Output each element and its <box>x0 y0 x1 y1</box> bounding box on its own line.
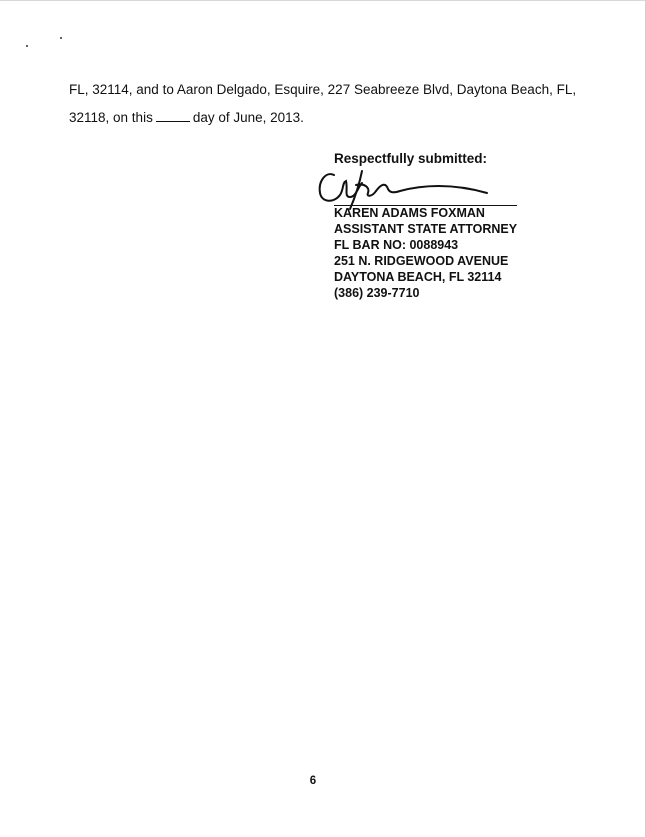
scan-speck <box>26 45 28 47</box>
handwritten-signature <box>312 163 512 211</box>
line2-before-blank: 32118, on this <box>69 110 153 125</box>
line2-after-blank: day of June, 2013. <box>192 110 304 125</box>
phone-number: (386) 239-7710 <box>334 286 420 300</box>
date-blank <box>156 110 190 122</box>
bar-number: FL BAR NO: 0088943 <box>334 238 459 252</box>
scan-edge-top <box>0 0 646 1</box>
attorney-title: ASSISTANT STATE ATTORNEY <box>334 222 518 236</box>
body-text-line-1: FL, 32114, and to Aaron Delgado, Esquire, 227 Seabreeze Blvd, Daytona Beach, FL, <box>69 82 577 97</box>
city-state-zip: DAYTONA BEACH, FL 32114 <box>334 270 502 284</box>
page-number: 6 <box>309 775 317 787</box>
attorney-info-block <box>334 205 517 301</box>
closing-text: Respectfully submitted: <box>334 151 488 166</box>
street-address: 251 N. RIDGEWOOD AVENUE <box>334 254 509 268</box>
scan-speck <box>60 37 62 39</box>
body-text-line-2 <box>69 110 304 126</box>
attorney-name: KAREN ADAMS FOXMAN <box>334 206 485 220</box>
